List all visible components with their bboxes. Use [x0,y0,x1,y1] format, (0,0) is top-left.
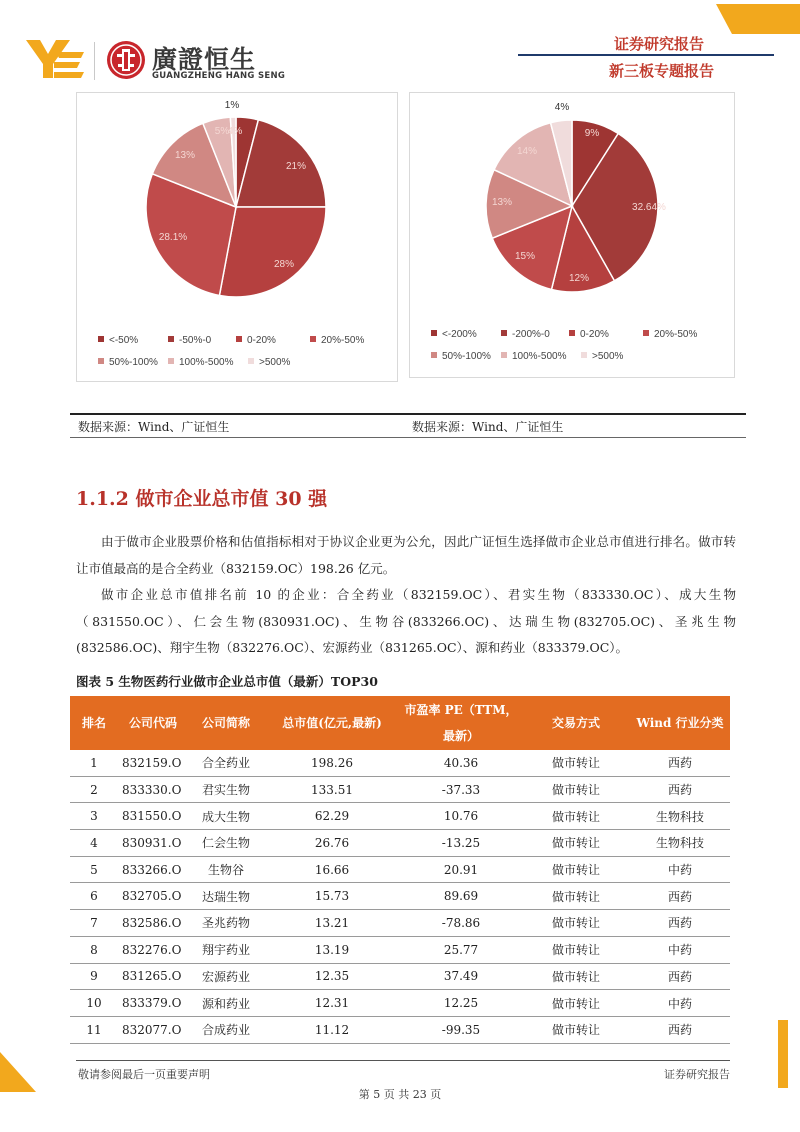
cell-industry: 西药 [630,750,730,776]
cell-market-cap: 12.31 [264,990,400,1017]
legend-swatch [501,352,507,358]
cell-market-cap: 26.76 [264,830,400,857]
table-row [70,1016,730,1043]
cell-rank: 2 [70,776,118,803]
header-code: 公司代码 [118,696,188,750]
header-name: 公司简称 [188,696,264,750]
table-row [70,830,730,857]
legend-label: 20%-50% [321,335,365,346]
legend-swatch [501,330,507,336]
header-trade-method: 交易方式 [522,696,630,750]
cell-industry: 中药 [630,990,730,1017]
legend-swatch [168,358,174,364]
cell-trade-method: 做市转让 [522,883,630,910]
legend-label: <-200% [442,329,477,340]
data-source-left: 数据来源：Wind、广证恒生 [78,420,230,434]
table-row [70,750,730,776]
cell-market-cap: 62.29 [264,803,400,830]
legend-label: 20%-50% [654,329,698,340]
cell-trade-method: 做市转让 [522,856,630,883]
cell-name: 生物谷 [188,856,264,883]
cell-industry: 西药 [630,963,730,990]
cell-code: 831550.O [118,803,188,830]
cell-pe: 89.69 [400,883,522,910]
header-rank: 排名 [70,696,118,750]
cell-rank: 4 [70,830,118,857]
legend-label: 50%-100% [109,357,158,368]
pie-data-label: 1% [224,100,240,111]
cell-name: 君实生物 [188,776,264,803]
cell-industry: 西药 [630,776,730,803]
data-source-right: 数据来源：Wind、广证恒生 [412,420,564,434]
cell-industry: 西药 [630,910,730,937]
pie-chart-2-legend [409,324,733,374]
cell-code: 832705.O [118,883,188,910]
seal-logo-icon [106,40,146,80]
pie-data-label: 9% [584,128,600,139]
cell-trade-method: 做市转让 [522,910,630,937]
cell-code: 832276.O [118,936,188,963]
pie-data-label: 5% [214,126,230,137]
legend-label: >500% [592,351,624,362]
cell-industry: 中药 [630,856,730,883]
legend-item [501,329,550,340]
source-top-rule [70,413,746,415]
legend-item [98,335,138,346]
cell-trade-method: 做市转让 [522,1016,630,1043]
cell-trade-method: 做市转让 [522,830,630,857]
pie-data-label: 28% [273,259,295,270]
pie-data-label: 15% [514,251,536,262]
cell-rank: 11 [70,1016,118,1043]
brand-name-cn: 廣證恒生 [152,45,257,74]
cell-name: 合全药业 [188,750,264,776]
table-row [70,776,730,803]
cell-pe: 37.49 [400,963,522,990]
legend-swatch [310,336,316,342]
cell-trade-method: 做市转让 [522,750,630,776]
cell-pe: 40.36 [400,750,522,776]
cell-code: 832077.O [118,1016,188,1043]
pie-data-label: 21% [285,161,307,172]
header-divider [518,54,774,56]
cell-name: 成大生物 [188,803,264,830]
legend-swatch [569,330,575,336]
corner-decoration-bottom-icon [0,1052,40,1092]
legend-swatch [168,336,174,342]
table-row [70,990,730,1017]
side-strip-decoration [778,1020,788,1088]
cell-rank: 8 [70,936,118,963]
cell-rank: 7 [70,910,118,937]
cell-trade-method: 做市转让 [522,990,630,1017]
table-row [70,856,730,883]
cell-rank: 10 [70,990,118,1017]
cell-rank: 5 [70,856,118,883]
legend-item [310,335,364,346]
company-logo-icon [26,38,84,80]
footer-divider [76,1060,730,1061]
legend-item [168,335,211,346]
report-type-title: 证券研究报告 [613,35,704,53]
cell-industry: 西药 [630,1016,730,1043]
legend-item [98,357,158,368]
legend-item [168,357,233,368]
legend-label: >500% [259,357,291,368]
legend-swatch [431,352,437,358]
legend-swatch [98,336,104,342]
legend-label: 100%-500% [179,357,234,368]
cell-pe: -78.86 [400,910,522,937]
legend-label: 0-20% [580,329,609,340]
cell-industry: 生物科技 [630,803,730,830]
cell-name: 仁会生物 [188,830,264,857]
brand-name-en: GUANGZHENG HANG SENG [152,71,286,81]
legend-label: 100%-500% [512,351,567,362]
header-pe: 市盈率 PE（TTM，最新） [400,696,522,750]
legend-label: <-50% [109,335,139,346]
cell-market-cap: 11.12 [264,1016,400,1043]
legend-label: -50%-0 [179,335,212,346]
pie-data-label: 4% [554,102,570,113]
paragraph-1: 由于做市企业股票价格和估值指标相对于协议企业更为公允，因此广证恒生选择做市企业总市值进行排名。做市转让市值最高的是合全药业（832159.OC）198.26 亿元。 [76,534,736,576]
header-market-cap: 总市值(亿元,最新) [264,696,400,750]
logo-separator [94,42,95,80]
table-row [70,963,730,990]
cell-code: 832586.O [118,910,188,937]
page-number: 第 5 页 共 23 页 [358,1088,442,1101]
cell-pe: -37.33 [400,776,522,803]
cell-trade-method: 做市转让 [522,963,630,990]
cell-rank: 9 [70,963,118,990]
table-row [70,910,730,937]
figure-title: 图表 5 生物医药行业做市企业总市值（最新）TOP30 [76,674,378,689]
cell-name: 合成药业 [188,1016,264,1043]
source-bottom-rule [70,437,746,438]
cell-code: 832159.O [118,750,188,776]
cell-pe: 25.77 [400,936,522,963]
pie-data-label: 12% [568,273,590,284]
table-header-row [70,696,730,750]
cell-pe: 10.76 [400,803,522,830]
cell-name: 宏源药业 [188,963,264,990]
cell-market-cap: 198.26 [264,750,400,776]
cell-pe: -13.25 [400,830,522,857]
footer-disclaimer: 敬请参阅最后一页重要声明 [78,1068,210,1081]
cell-industry: 西药 [630,883,730,910]
section-heading: 1.1.2 做市企业总市值 30 强 [76,488,328,510]
corner-decoration-icon [716,4,800,34]
pie-data-label: 4% [227,126,243,137]
pie-data-label: 13% [491,197,513,208]
legend-item [501,351,566,362]
cell-code: 833379.O [118,990,188,1017]
cell-pe: 12.25 [400,990,522,1017]
pie-chart-1 [76,92,396,322]
legend-item [581,351,623,362]
cell-market-cap: 12.35 [264,963,400,990]
legend-swatch [248,358,254,364]
cell-rank: 6 [70,883,118,910]
cell-trade-method: 做市转让 [522,803,630,830]
pie-data-label: 13% [174,150,196,161]
cell-name: 圣兆药物 [188,910,264,937]
paragraph-2: 做市企业总市值排名前 10 的企业：合全药业（832159.OC）、君实生物（833330.OC）、成大生物（831550.OC）、仁会生物(830931.OC)、生物谷(833266.OC)、达瑞生物(832705.OC)、圣兆生物(832586.OC)、翔宇生物（832276.OC）、宏源药业（831265.OC）、源和药业（833379.OC）。 [76,587,736,655]
cell-code: 831265.O [118,963,188,990]
pie-chart-2 [409,92,733,322]
pie-data-label: 28.1% [158,232,188,243]
cell-code: 833266.O [118,856,188,883]
footer-report-type: 证券研究报告 [664,1068,730,1081]
legend-swatch [98,358,104,364]
legend-swatch [431,330,437,336]
legend-item [236,335,276,346]
cell-market-cap: 13.19 [264,936,400,963]
pie-data-label: 32.64% [632,202,666,213]
cell-trade-method: 做市转让 [522,776,630,803]
cell-industry: 中药 [630,936,730,963]
cell-name: 达瑞生物 [188,883,264,910]
legend-label: 50%-100% [442,351,491,362]
pie-chart-1-legend [76,330,396,380]
market-cap-table [70,696,730,1044]
legend-item [431,329,477,340]
cell-pe: -99.35 [400,1016,522,1043]
legend-label: 0-20% [247,335,276,346]
legend-item [248,357,290,368]
cell-industry: 生物科技 [630,830,730,857]
pie-data-label: 14% [516,146,538,157]
pie-slice [219,207,326,297]
cell-name: 翔宇药业 [188,936,264,963]
cell-rank: 1 [70,750,118,776]
cell-market-cap: 15.73 [264,883,400,910]
report-topic-title: 新三板专题报告 [608,62,714,80]
legend-swatch [643,330,649,336]
legend-item [569,329,609,340]
cell-market-cap: 133.51 [264,776,400,803]
legend-label: -200%-0 [512,329,550,340]
cell-name: 源和药业 [188,990,264,1017]
table-row [70,936,730,963]
cell-trade-method: 做市转让 [522,936,630,963]
cell-rank: 3 [70,803,118,830]
legend-item [643,329,697,340]
table-row [70,803,730,830]
legend-item [431,351,491,362]
header-industry: Wind 行业分类 [630,696,730,750]
cell-code: 833330.O [118,776,188,803]
legend-swatch [236,336,242,342]
cell-market-cap: 16.66 [264,856,400,883]
cell-market-cap: 13.21 [264,910,400,937]
table-row [70,883,730,910]
cell-code: 830931.O [118,830,188,857]
legend-swatch [581,352,587,358]
cell-pe: 20.91 [400,856,522,883]
